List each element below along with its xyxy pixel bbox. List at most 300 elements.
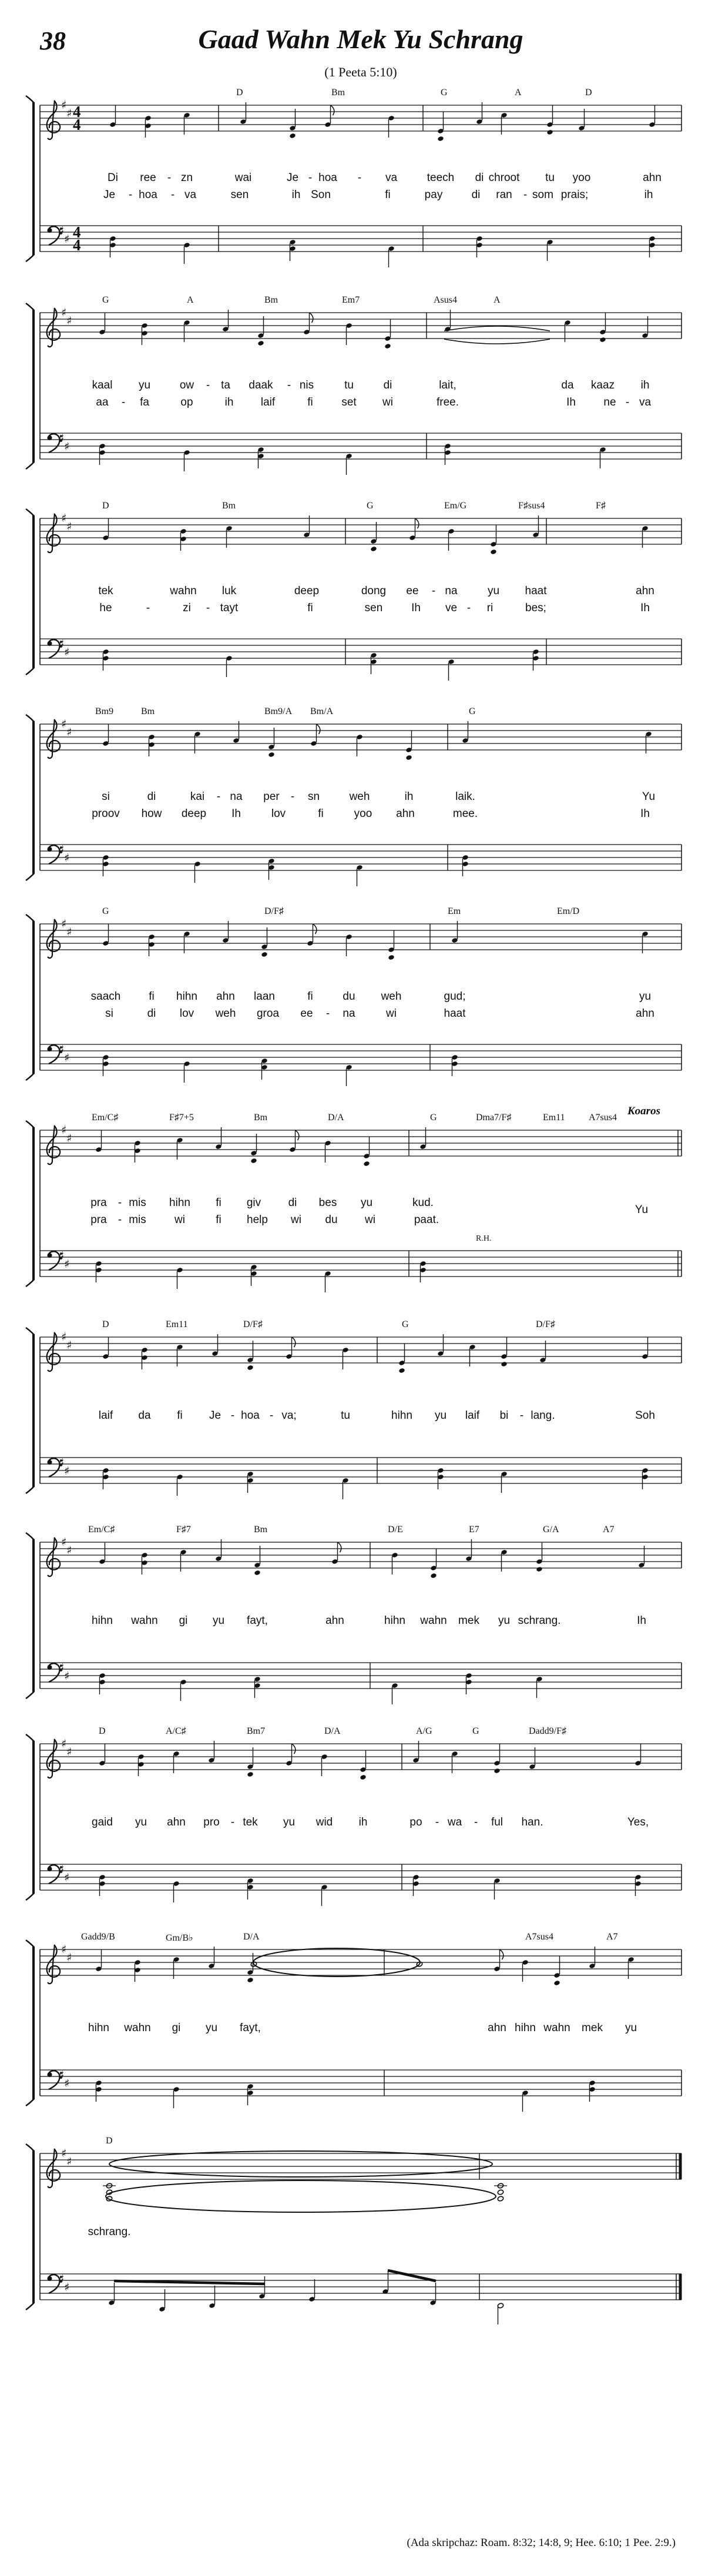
lyric-syllable: yoo (354, 808, 372, 820)
svg-text:♯: ♯ (66, 314, 72, 327)
footer-scriptures: (Ada skripchaz: Roam. 8:32; 14:8, 9; Hee. 6:10; 1 Pee. 2:9.) (407, 2537, 676, 2549)
lyric-syllable: paat. (414, 1214, 439, 1226)
lyric-syllable: ih (644, 189, 653, 201)
system-10 (0, 1934, 705, 2128)
chord-symbol: Bm (222, 501, 236, 511)
lyric-syllable: - (435, 1816, 439, 1828)
lyric-syllable: dong (361, 585, 387, 597)
lyric-syllable: hoa (318, 172, 337, 184)
system-9 (0, 1728, 705, 1922)
treble-clef-icon (47, 514, 61, 552)
lyric-syllable: yu (434, 1409, 447, 1422)
svg-text:♯: ♯ (66, 520, 72, 533)
lyric-syllable: weh (381, 990, 402, 1003)
treble-clef-icon (47, 1739, 61, 1778)
lyric-syllable: ahn (396, 808, 415, 820)
lyric-syllable: - (308, 172, 313, 184)
lyric-syllable: hihn (176, 990, 197, 1003)
lyric-syllable: tu (344, 379, 354, 391)
lyric-syllable: - (206, 602, 210, 614)
lyric-syllable: hoa (139, 189, 157, 201)
treble-clef-icon (47, 719, 61, 758)
chord-symbol: Asus4 (434, 295, 458, 305)
lyric-syllable: haat (444, 1007, 466, 1020)
chord-symbol: D (106, 2136, 113, 2146)
lyric-syllable: kud. (412, 1197, 434, 1209)
lyric-syllable: Ih (231, 808, 241, 820)
lyric-syllable: ahn (643, 172, 662, 184)
lyric-syllable: hoa (241, 1409, 260, 1422)
lyric-syllable: di (147, 1007, 156, 1020)
svg-text:♯: ♯ (64, 440, 70, 453)
lyric-syllable: hihn (384, 1614, 405, 1627)
treble-clef-icon (47, 1332, 61, 1371)
lyric-syllable: kai (190, 790, 205, 803)
lyric-syllable: ahn (167, 1816, 186, 1828)
lyric-syllable: help (247, 1214, 268, 1226)
lyric-syllable: he (99, 602, 112, 614)
lyric-syllable: bes (318, 1197, 337, 1209)
treble-clef-icon (47, 101, 61, 139)
lyric-syllable: mek (458, 1614, 479, 1627)
lyric-syllable: ih (291, 189, 301, 201)
staff-notation (0, 297, 705, 491)
lyric-syllable: da (138, 1409, 151, 1422)
svg-text:♯: ♯ (66, 1339, 72, 1352)
lyric-syllable: ih (358, 1816, 368, 1828)
lyric-syllable: wi (291, 1214, 301, 1226)
chord-symbol: G (472, 1726, 479, 1736)
lyric-syllable: yu (639, 990, 652, 1003)
lyric-syllable: op (180, 396, 193, 408)
lyric-syllable: Je (209, 1409, 221, 1422)
lyric-syllable: daak (249, 379, 273, 391)
svg-text:♯: ♯ (66, 926, 72, 939)
svg-text:♯: ♯ (64, 1051, 70, 1064)
svg-text:♯: ♯ (64, 1465, 70, 1478)
lyric-syllable: - (519, 1409, 524, 1422)
lyric-syllable: ta (221, 379, 230, 391)
system-5 (0, 908, 705, 1102)
chord-symbol: D (102, 501, 109, 511)
treble-clef-icon (47, 1537, 61, 1576)
svg-text:♯: ♯ (64, 2281, 70, 2294)
lyric-syllable: yu (135, 1816, 147, 1828)
chord-symbol: G (102, 906, 109, 916)
lyric-syllable: di (383, 379, 392, 391)
svg-text:♯: ♯ (59, 2273, 65, 2286)
svg-text:♯: ♯ (61, 1331, 67, 1344)
lyric-syllable: fi (307, 602, 313, 614)
chord-symbol: G (367, 501, 374, 511)
lyric-syllable: fi (307, 990, 313, 1003)
staff-notation (0, 708, 705, 902)
treble-clef-icon (47, 2149, 61, 2188)
lyric-syllable: ahn (325, 1614, 344, 1627)
lyric-syllable: - (146, 602, 150, 614)
lyric-syllable: pra (90, 1197, 107, 1209)
svg-text:♯: ♯ (61, 2147, 67, 2160)
lyric-syllable: Di (108, 172, 118, 184)
chord-symbol: Em/C♯ (88, 1525, 115, 1535)
lyric-syllable: - (128, 189, 133, 201)
lyric-syllable: - (167, 172, 172, 184)
svg-text:♯: ♯ (64, 852, 70, 865)
lyric-syllable: Yu (634, 1204, 649, 1216)
chord-symbol: F♯7+5 (169, 1113, 194, 1123)
lyric-syllable: sen (230, 189, 249, 201)
system-3 (0, 503, 705, 696)
chord-symbol: Dadd9/F♯ (529, 1726, 566, 1736)
treble-clef-icon (47, 919, 61, 958)
lyric-syllable: fi (318, 808, 324, 820)
chord-symbol: A/G (416, 1726, 432, 1736)
lyric-syllable: sn (307, 790, 320, 803)
lyric-syllable: wi (382, 396, 393, 408)
lyric-syllable: ri (486, 602, 494, 614)
chord-symbol: D/A (324, 1726, 341, 1736)
svg-text:♯: ♯ (64, 2077, 70, 2090)
chord-symbol: Em/G (444, 501, 467, 511)
chord-symbol: Em/C♯ (92, 1113, 119, 1123)
chord-symbol: A7 (606, 1932, 618, 1942)
lyric-syllable: Ih (637, 1614, 646, 1627)
lyric-syllable: schrang. (518, 1614, 561, 1627)
lyric-syllable: proov (92, 808, 120, 820)
lyric-syllable: luk (221, 585, 237, 597)
svg-text:♯: ♯ (59, 1456, 65, 1469)
chord-symbol: D (99, 1726, 106, 1736)
staff-notation (0, 908, 705, 1102)
lyric-syllable: gi (172, 2022, 181, 2034)
system-11 (0, 2138, 705, 2332)
chord-symbol: Em (448, 906, 461, 916)
svg-text:♯: ♯ (64, 1258, 70, 1271)
svg-text:♯: ♯ (59, 432, 65, 445)
lyric-syllable: hihn (92, 1614, 113, 1627)
lyric-syllable: free. (436, 396, 459, 408)
lyric-syllable: Ih (640, 602, 650, 614)
lyric-syllable: haat (525, 585, 547, 597)
lyric-syllable: wi (386, 1007, 397, 1020)
lyric-syllable: - (523, 189, 528, 201)
lyric-syllable: - (466, 602, 471, 614)
lyric-syllable: kaal (92, 379, 113, 391)
svg-text:4: 4 (73, 103, 81, 120)
system-6 (0, 1105, 705, 1308)
lyric-syllable: Yes, (627, 1816, 649, 1828)
svg-text:♯: ♯ (59, 1043, 65, 1056)
lyric-syllable: - (206, 379, 210, 391)
lyric-syllable: - (121, 396, 126, 408)
chord-symbol: D/F♯ (243, 1319, 263, 1329)
lyric-syllable: ahn (216, 990, 235, 1003)
lyric-syllable: laif (98, 1409, 113, 1422)
lyric-syllable: wai (234, 172, 252, 184)
lyric-syllable: tayt (220, 602, 239, 614)
system-7 (0, 1321, 705, 1515)
chord-symbol: D/A (328, 1113, 344, 1123)
staff-notation (0, 89, 705, 283)
lyric-syllable: ahn (636, 585, 654, 597)
lyric-syllable: tek (243, 1816, 258, 1828)
section-label-chorus: Koaros (627, 1105, 660, 1117)
chord-symbol: Em7 (342, 295, 360, 305)
svg-text:4: 4 (73, 223, 81, 241)
svg-text:♯: ♯ (61, 306, 67, 319)
lyric-syllable: weh (349, 790, 370, 803)
svg-text:♯: ♯ (66, 1951, 72, 1964)
lyric-syllable: lang. (531, 1409, 555, 1422)
lyric-syllable: mis (129, 1214, 146, 1226)
lyric-syllable: yu (212, 1614, 225, 1627)
lyric-syllable: yu (283, 1816, 296, 1828)
lyric-syllable: kaaz (590, 379, 615, 391)
lyric-syllable: mis (129, 1197, 146, 1209)
lyric-syllable: yu (360, 1197, 373, 1209)
chord-symbol: D (585, 88, 592, 98)
lyric-syllable: - (118, 1214, 122, 1226)
lyric-syllable: pay (424, 189, 443, 201)
svg-text:♯: ♯ (64, 1871, 70, 1884)
lyric-syllable: lov (179, 1007, 194, 1020)
lyric-syllable: nis (299, 379, 314, 391)
chord-symbol: Bm (141, 706, 155, 716)
lyric-syllable: yu (138, 379, 151, 391)
chord-symbol: Em/D (557, 906, 580, 916)
chord-symbol: G (441, 88, 448, 98)
lyric-syllable: va (184, 189, 197, 201)
lyric-syllable: wahn (131, 1614, 158, 1627)
lyric-syllable: - (474, 1816, 478, 1828)
staff-notation (0, 503, 705, 696)
system-8 (0, 1526, 705, 1720)
lyric-syllable: pro (203, 1816, 220, 1828)
lyric-syllable: Je (286, 172, 299, 184)
lyric-syllable: wahn (170, 585, 197, 597)
chord-symbol: F♯sus4 (518, 501, 545, 511)
lyric-syllable: wahn (543, 2022, 570, 2034)
lyric-syllable: na (343, 1007, 355, 1020)
lyric-syllable: Yu (642, 790, 656, 803)
lyric-syllable: va (385, 172, 398, 184)
system-4 (0, 708, 705, 902)
chord-symbol: G (469, 706, 476, 716)
chord-symbol: A7 (603, 1525, 615, 1535)
lyric-syllable: ne (603, 396, 616, 408)
lyric-syllable: laan (254, 990, 275, 1003)
svg-text:♯: ♯ (66, 2155, 72, 2168)
svg-text:♯: ♯ (61, 1536, 67, 1549)
treble-clef-icon (47, 1945, 61, 1984)
song-title: Gaad Wahn Mek Yu Schrang (198, 24, 523, 54)
treble-clef-icon (47, 1125, 61, 1164)
lyric-syllable: va; (281, 1409, 297, 1422)
lyric-syllable: yu (487, 585, 500, 597)
lyric-syllable: tek (98, 585, 113, 597)
chord-symbol: A (515, 88, 522, 98)
lyric-syllable: zi (183, 602, 191, 614)
lyric-syllable: han. (521, 1816, 543, 1828)
svg-text:♯: ♯ (64, 1670, 70, 1683)
lyric-syllable: wahn (124, 2022, 151, 2034)
chord-symbol: Bm (254, 1525, 268, 1535)
lyric-syllable: si (105, 1007, 113, 1020)
svg-text:♯: ♯ (64, 233, 70, 246)
lyric-syllable: mee. (452, 808, 478, 820)
chord-symbol: G (102, 295, 109, 305)
lyric-syllable: som (532, 189, 553, 201)
lyric-syllable: deep (294, 585, 320, 597)
lyric-syllable: si (102, 790, 110, 803)
lyric-syllable: aa (96, 396, 109, 408)
lyric-syllable: Ih (411, 602, 421, 614)
lyric-syllable: fi (177, 1409, 183, 1422)
lyric-syllable: di (147, 790, 156, 803)
lyric-syllable: weh (215, 1007, 236, 1020)
lyric-syllable: bes; (525, 602, 546, 614)
svg-text:♯: ♯ (64, 646, 70, 659)
chord-symbol: Bm7 (247, 1726, 266, 1736)
chord-symbol: D/E (388, 1525, 403, 1535)
lyric-syllable: gud; (444, 990, 466, 1003)
lyric-syllable: Ih (640, 808, 650, 820)
lyric-syllable: fi (216, 1197, 221, 1209)
chord-symbol: G (402, 1319, 409, 1329)
chord-symbol: A7sus4 (525, 1932, 554, 1942)
lyric-syllable: - (216, 790, 221, 803)
lyric-syllable: wi (365, 1214, 375, 1226)
chord-symbol: D/F♯ (536, 1319, 555, 1329)
lyric-syllable: lov (271, 808, 286, 820)
treble-clef-icon (47, 308, 61, 347)
lyric-syllable: - (230, 1816, 235, 1828)
lyric-syllable: lait, (439, 379, 456, 391)
lyric-syllable: ree (140, 172, 156, 184)
lyric-syllable: chroot (488, 172, 520, 184)
lyric-syllable: laik. (455, 790, 475, 803)
lyric-syllable: ih (640, 379, 650, 391)
lyric-syllable: gaid (92, 1816, 113, 1828)
lyric-syllable: ahn (488, 2022, 506, 2034)
lyric-syllable: how (141, 808, 162, 820)
svg-text:♯: ♯ (59, 225, 65, 237)
lyric-syllable: - (325, 1007, 330, 1020)
lyric-syllable: Soh (635, 1409, 655, 1422)
lyric-syllable: groa (256, 1007, 280, 1020)
lyric-syllable: laif (260, 396, 276, 408)
chord-symbol: Gm/B♭ (166, 1933, 193, 1943)
chord-symbol: Bm9/A (264, 706, 293, 716)
chord-symbol: Bm (264, 295, 278, 305)
chord-symbol: D (236, 88, 243, 98)
lyric-syllable: mek (582, 2022, 603, 2034)
lyric-syllable: laif (465, 1409, 480, 1422)
lyric-syllable: ih (404, 790, 414, 803)
svg-text:♯: ♯ (66, 1132, 72, 1145)
lyric-syllable: per (263, 790, 280, 803)
chord-symbol: Bm (331, 88, 345, 98)
lyric-syllable: fi (149, 990, 155, 1003)
lyric-syllable: - (269, 1409, 274, 1422)
lyric-syllable: schrang. (88, 2226, 131, 2238)
svg-text:♯: ♯ (59, 1863, 65, 1876)
lyric-syllable: - (431, 585, 436, 597)
lyric-syllable: di (475, 172, 484, 184)
chord-symbol: Bm (254, 1113, 268, 1123)
lyric-syllable: wahn (420, 1614, 447, 1627)
right-hand-label: R.H. (476, 1234, 492, 1243)
lyric-syllable: Ih (566, 396, 576, 408)
lyric-syllable: - (625, 396, 630, 408)
lyric-syllable: wi (174, 1214, 185, 1226)
chord-symbol: A (187, 295, 194, 305)
lyric-syllable: teech (427, 172, 455, 184)
lyric-syllable: fi (307, 396, 313, 408)
svg-text:4: 4 (73, 116, 81, 133)
svg-text:♯: ♯ (61, 512, 67, 525)
lyric-syllable: hihn (515, 2022, 536, 2034)
svg-text:♯: ♯ (66, 1746, 72, 1758)
lyric-syllable: du (343, 990, 355, 1003)
lyric-syllable: hihn (391, 1409, 412, 1422)
svg-text:♯: ♯ (61, 917, 67, 930)
lyric-syllable: ee (300, 1007, 313, 1020)
lyric-syllable: - (290, 790, 295, 803)
lyric-syllable: Je (103, 189, 116, 201)
lyric-syllable: yu (498, 1614, 511, 1627)
lyric-syllable: yoo (572, 172, 591, 184)
lyric-syllable: set (341, 396, 357, 408)
lyric-syllable: zn (180, 172, 193, 184)
svg-text:♯: ♯ (66, 107, 72, 120)
svg-text:♯: ♯ (59, 1661, 65, 1674)
lyric-syllable: fayt, (247, 1614, 268, 1627)
lyric-syllable: saach (90, 990, 121, 1003)
lyric-syllable: di (288, 1197, 297, 1209)
system-2 (0, 297, 705, 491)
lyric-syllable: - (230, 1409, 235, 1422)
chord-symbol: G/A (543, 1525, 559, 1535)
svg-text:♯: ♯ (59, 843, 65, 856)
lyric-syllable: ve (445, 602, 458, 614)
svg-text:♯: ♯ (61, 99, 67, 112)
chord-symbol: Bm9 (95, 706, 114, 716)
svg-text:♯: ♯ (66, 726, 72, 739)
svg-text:♯: ♯ (61, 1943, 67, 1956)
lyric-syllable: Son (311, 189, 331, 201)
svg-text:♯: ♯ (59, 1250, 65, 1262)
chord-symbol: D/A (243, 1932, 260, 1942)
lyric-syllable: ih (224, 396, 234, 408)
lyric-syllable: wa (447, 1816, 462, 1828)
lyric-syllable: giv (246, 1197, 261, 1209)
lyric-syllable: - (118, 1197, 122, 1209)
chord-symbol: A/C♯ (166, 1726, 186, 1736)
lyric-syllable: na (445, 585, 458, 597)
lyric-syllable: ow (179, 379, 194, 391)
lyric-syllable: na (230, 790, 243, 803)
svg-text:♯: ♯ (61, 1737, 67, 1750)
lyric-syllable: du (325, 1214, 338, 1226)
lyric-syllable: di (471, 189, 481, 201)
lyric-syllable: tu (341, 1409, 350, 1422)
chord-symbol: F♯7 (176, 1525, 191, 1535)
lyric-syllable: tu (545, 172, 555, 184)
song-number: 38 (40, 26, 66, 55)
lyric-syllable: - (357, 172, 362, 184)
svg-text:♯: ♯ (61, 1124, 67, 1137)
